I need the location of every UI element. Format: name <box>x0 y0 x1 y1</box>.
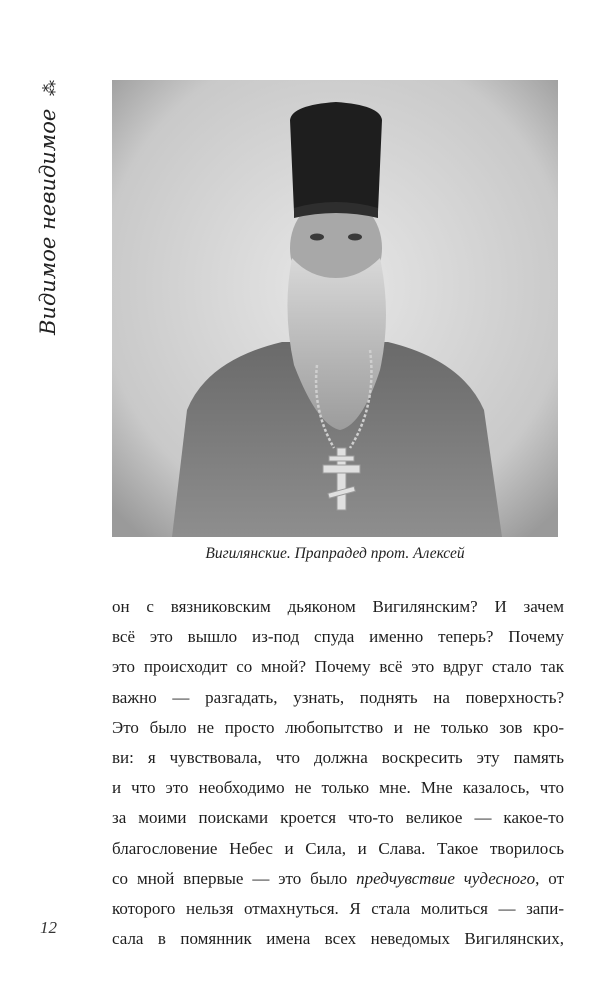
text-segment: благословение Небес и Сила, и Слава. Такое творилось <box>112 838 564 858</box>
text-segment: и что это необходимо не только мне. Мне казалось, что <box>112 778 564 798</box>
text-segment: сала в помянник имена всех неведомых Вигилянских, <box>112 929 564 949</box>
portrait-photo-icon <box>112 80 558 537</box>
text-line <box>112 652 564 682</box>
book-title-part2: невидимое <box>36 108 60 231</box>
text-line <box>112 773 564 803</box>
text-line <box>112 683 564 713</box>
text-line <box>112 743 564 773</box>
text-segment: которого нельзя отмахнуться. Я стала молиться — запи- <box>112 898 564 918</box>
text-segment: он с вязниковским дьяконом Вигилянским? И зачем <box>112 597 564 616</box>
text-segment: ви: я чувствовала, что должна воскресить эту память <box>112 747 564 767</box>
ornament-icon: ⁂ <box>40 80 59 97</box>
page-number: 12 <box>40 918 57 937</box>
text-line <box>112 592 564 622</box>
text-line <box>112 713 564 743</box>
text-segment: это происходит со мной? Почему всё это вдруг стало так <box>112 657 564 677</box>
text-line <box>112 622 564 652</box>
text-line <box>112 924 564 954</box>
text-segment: со мной впервые — это было <box>112 868 357 888</box>
text-segment: , от <box>535 868 564 888</box>
text-line <box>112 864 564 894</box>
text-segment: Это было не просто любопытство и не только зов кро- <box>112 717 564 737</box>
italic-phrase: предчувствие чудесного <box>356 868 536 888</box>
text-segment: всё это вышло из-под спуда именно теперь? Почему <box>112 627 564 647</box>
text-line <box>112 834 564 864</box>
text-line <box>112 803 564 833</box>
body-text <box>112 592 564 954</box>
portrait-photo <box>112 80 558 537</box>
text-line <box>112 894 564 924</box>
text-segment: за моими поисками кроется что-то великое — какое-то <box>112 808 564 828</box>
text-segment: важно — разгадать, узнать, поднять на поверхность? <box>112 687 564 707</box>
running-head <box>28 80 68 335</box>
photo-caption: Вигилянские. Прапрадед прот. Алексей <box>205 545 465 562</box>
book-title-part1: Видимое <box>36 236 60 335</box>
